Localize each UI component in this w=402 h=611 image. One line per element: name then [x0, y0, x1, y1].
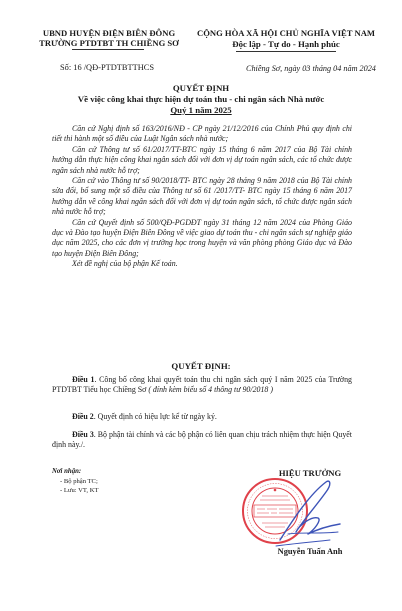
article-text: . Quyết định có hiệu lực kể từ ngày ký.	[93, 412, 217, 421]
legal-basis-2: Căn cứ Thông tư số 61/2017/TT-BTC ngày 15 tháng 6 năm 2017 của Bộ Tài chính hướng dẫn thực hiện công khai ngân sách đối với đơn vị dự toán ngân sách, các tổ chức được ngân sách nhà nước hỗ trợ;	[52, 144, 352, 175]
article-1	[52, 375, 352, 396]
document-subject: Về việc công khai thực hiện dự toán thu - chi ngân sách Nhà nước	[77, 94, 325, 104]
motto-underline	[236, 51, 336, 52]
article-3	[52, 430, 352, 451]
article-text: . Công bố công khai quyết toán thu chi ngân sách quý I năm 2025 của Trường PTDTBT Tiểu học Chiềng Sơ	[52, 375, 352, 395]
article-2	[52, 412, 352, 422]
legal-basis-4: Căn cứ Quyết định số 500/QĐ-PGDĐT ngày 31 tháng 12 năm 2024 của Phòng Giáo dục và Đào tạo huyện Điện Biên Đông về việc giao dự toán thu - chi ngân sách sự nghiệp giáo dục năm 2025, cho các đơn vị trường học trong huyện và văn phòng phòng Giáo dục và Đào tạo huyện Điện Biên Đông;	[52, 217, 352, 258]
handwritten-signature-icon	[268, 474, 348, 550]
legal-basis-1: Căn cứ Nghị định số 163/2016/NĐ - CP ngày 21/12/2016 của Chính Phủ quy định chi tiết thi hành một số điều của Luật Ngân sách nhà nước;	[52, 124, 352, 144]
legal-basis-5: Xét đề nghị của bộ phận Kế toán.	[72, 259, 178, 269]
article-text: . Bộ phận tài chính và các bộ phận có liên quan chịu trách nhiệm thực hiện Quyết định này./.	[52, 430, 352, 450]
article-label: Điều 1	[72, 375, 95, 384]
org-underline	[72, 49, 144, 50]
recipient-item: - Bộ phận TC;	[60, 478, 98, 485]
recipients-heading: Nơi nhận:	[52, 468, 82, 475]
org-name-line1: UBND HUYỆN ĐIỆN BIÊN ĐÔNG	[42, 28, 176, 38]
signer-title: HIỆU TRƯỞNG	[278, 468, 342, 478]
nation-motto: Độc lập - Tự do - Hạnh phúc	[232, 39, 340, 49]
article-note: ( đính kèm biểu số 4 thông tư 90/2018 )	[148, 385, 273, 395]
nation-name: CỘNG HÒA XÃ HỘI CHỦ NGHĨA VIỆT NAM	[197, 28, 376, 38]
document-number: Số: 16 /QĐ-PTDTBTTHCS	[60, 63, 154, 72]
legal-basis-3: Căn cứ vào Thông tư số 90/2018/TT- BTC ngày 28 tháng 9 năm 2018 của Bộ Tài chính sửa đổi, bổ sung một số điều của Thông tư số 61 /2017/TT- BTC ngày 15 tháng 6 năm 2017 hướng dẫn về công khai ngân sách đối với đơn vị dự toán ngân sách, tổ chức được ngân sách nhà nước hỗ trợ;	[52, 176, 352, 217]
decision-heading: QUYẾT ĐỊNH:	[171, 361, 231, 371]
legal-bases	[52, 124, 352, 270]
document-title: QUYẾT ĐỊNH	[172, 83, 230, 93]
place-date: Chiềng Sơ, ngày 03 tháng 04 năm 2024	[246, 64, 376, 73]
recipient-item: - Lưu: VT, KT	[60, 487, 99, 494]
article-label: Điều 2	[72, 412, 94, 421]
document-subject-period: Quý 1 năm 2025	[170, 105, 232, 115]
org-name-line2: TRƯỜNG PTDTBT TH CHIỀNG SƠ	[39, 38, 179, 48]
article-label: Điều 3	[72, 430, 94, 439]
signer-name: Nguyễn Tuấn Anh	[277, 547, 343, 556]
